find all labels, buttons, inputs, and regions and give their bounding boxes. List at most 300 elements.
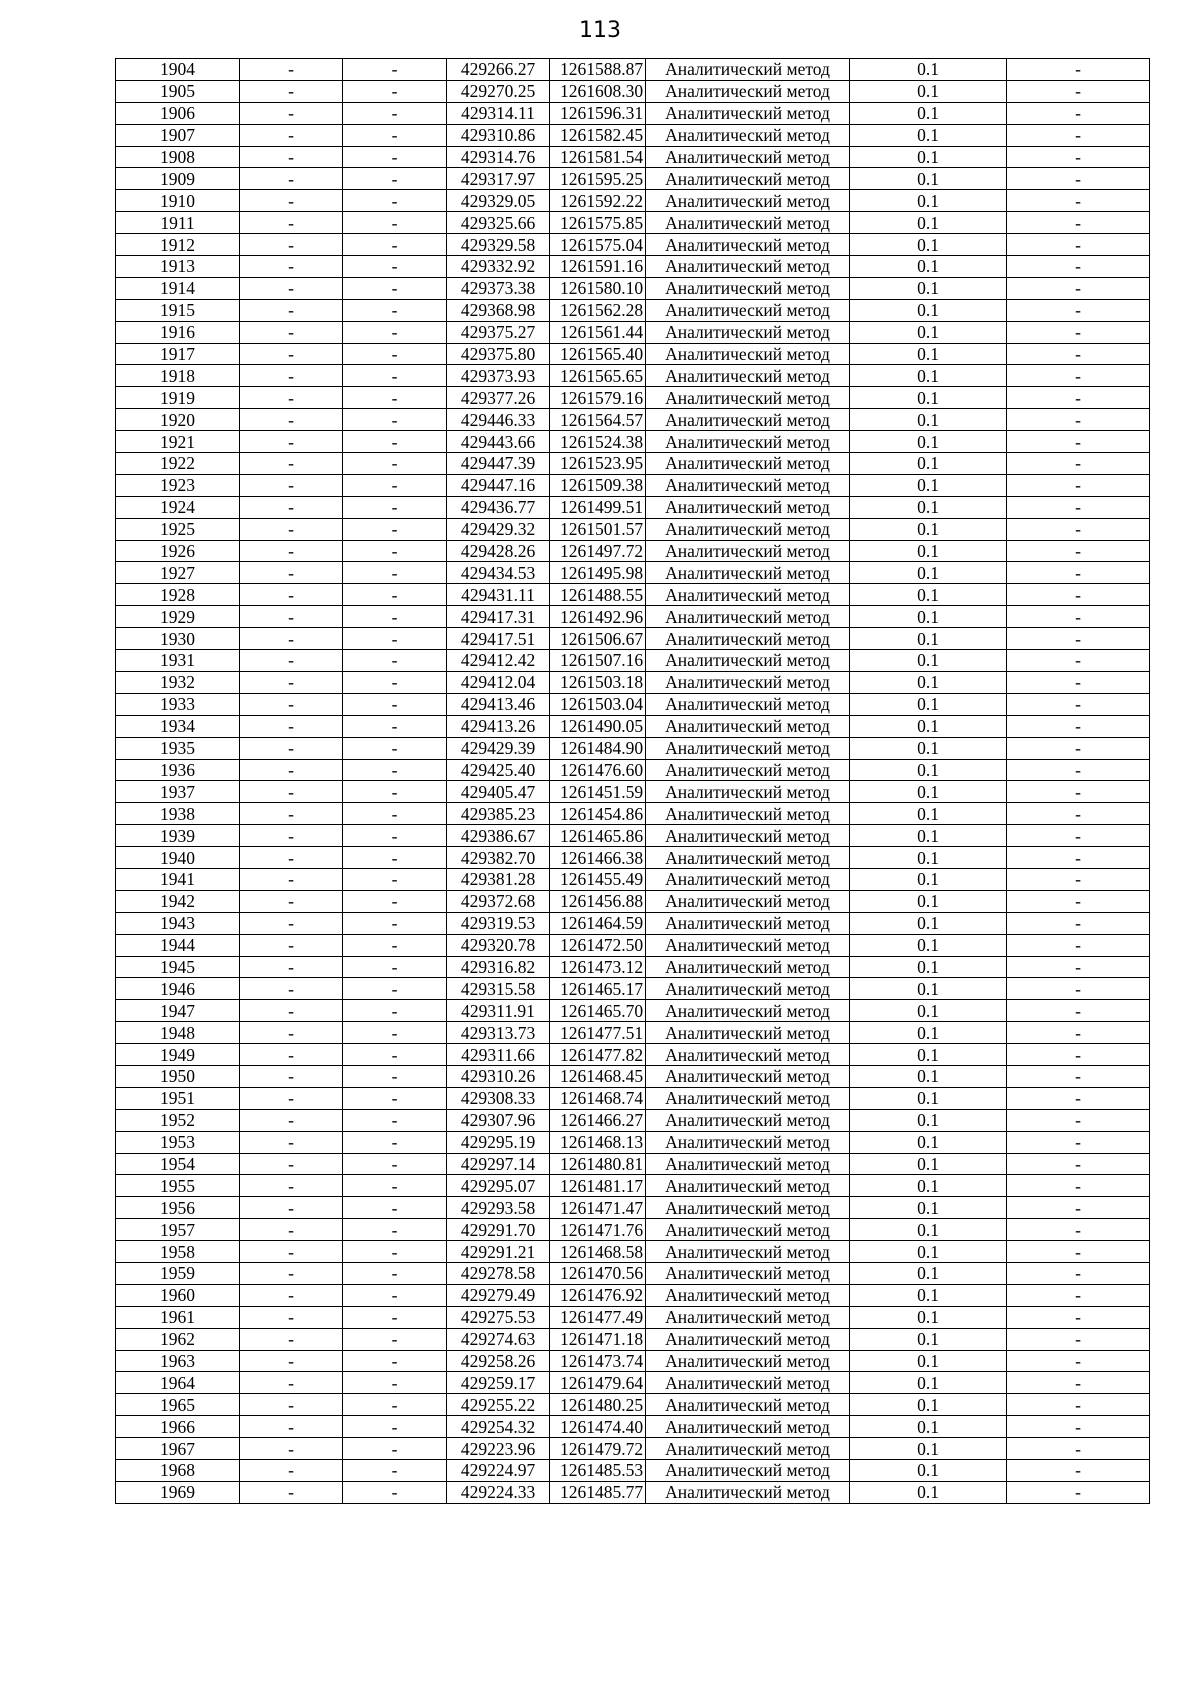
precision-cell: 0.1 [850, 628, 1007, 650]
point-number-cell: 1942 [116, 890, 240, 912]
table-row [116, 80, 1150, 102]
description-cell: - [1007, 1306, 1150, 1328]
col3-cell: - [343, 1241, 447, 1263]
method-cell: Аналитический метод [646, 628, 850, 650]
table-row [116, 365, 1150, 387]
description-cell: - [1007, 431, 1150, 453]
y-coordinate-cell: 1261562.28 [550, 299, 646, 321]
method-cell: Аналитический метод [646, 102, 850, 124]
table-row [116, 387, 1150, 409]
col3-cell: - [343, 715, 447, 737]
point-number-cell: 1904 [116, 59, 240, 81]
method-cell: Аналитический метод [646, 277, 850, 299]
col2-cell: - [240, 1350, 343, 1372]
col2-cell: - [240, 1087, 343, 1109]
col2-cell: - [240, 1241, 343, 1263]
point-number-cell: 1939 [116, 825, 240, 847]
col2-cell: - [240, 1044, 343, 1066]
description-cell: - [1007, 234, 1150, 256]
y-coordinate-cell: 1261454.86 [550, 803, 646, 825]
table-row [116, 343, 1150, 365]
precision-cell: 0.1 [850, 102, 1007, 124]
description-cell: - [1007, 606, 1150, 628]
y-coordinate-cell: 1261476.60 [550, 759, 646, 781]
y-coordinate-cell: 1261477.82 [550, 1044, 646, 1066]
x-coordinate-cell: 429425.40 [447, 759, 550, 781]
table-row [116, 431, 1150, 453]
col3-cell: - [343, 1372, 447, 1394]
description-cell: - [1007, 1350, 1150, 1372]
col3-cell: - [343, 1153, 447, 1175]
precision-cell: 0.1 [850, 299, 1007, 321]
precision-cell: 0.1 [850, 1438, 1007, 1460]
table-row [116, 606, 1150, 628]
table-row [116, 825, 1150, 847]
description-cell: - [1007, 847, 1150, 869]
precision-cell: 0.1 [850, 693, 1007, 715]
col3-cell: - [343, 737, 447, 759]
y-coordinate-cell: 1261465.86 [550, 825, 646, 847]
col2-cell: - [240, 343, 343, 365]
table-row [116, 1460, 1150, 1482]
point-number-cell: 1908 [116, 146, 240, 168]
col2-cell: - [240, 715, 343, 737]
col2-cell: - [240, 1022, 343, 1044]
col3-cell: - [343, 1416, 447, 1438]
col3-cell: - [343, 1394, 447, 1416]
description-cell: - [1007, 540, 1150, 562]
description-cell: - [1007, 1284, 1150, 1306]
y-coordinate-cell: 1261495.98 [550, 562, 646, 584]
col2-cell: - [240, 212, 343, 234]
x-coordinate-cell: 429373.38 [447, 277, 550, 299]
y-coordinate-cell: 1261456.88 [550, 890, 646, 912]
y-coordinate-cell: 1261490.05 [550, 715, 646, 737]
precision-cell: 0.1 [850, 1350, 1007, 1372]
x-coordinate-cell: 429329.58 [447, 234, 550, 256]
point-number-cell: 1933 [116, 693, 240, 715]
description-cell: - [1007, 1394, 1150, 1416]
description-cell: - [1007, 1262, 1150, 1284]
col3-cell: - [343, 256, 447, 278]
y-coordinate-cell: 1261564.57 [550, 409, 646, 431]
precision-cell: 0.1 [850, 365, 1007, 387]
col2-cell: - [240, 234, 343, 256]
col3-cell: - [343, 431, 447, 453]
y-coordinate-cell: 1261595.25 [550, 168, 646, 190]
description-cell: - [1007, 277, 1150, 299]
table-row [116, 146, 1150, 168]
precision-cell: 0.1 [850, 1153, 1007, 1175]
col3-cell: - [343, 474, 447, 496]
y-coordinate-cell: 1261488.55 [550, 584, 646, 606]
table-row [116, 277, 1150, 299]
x-coordinate-cell: 429429.39 [447, 737, 550, 759]
point-number-cell: 1921 [116, 431, 240, 453]
x-coordinate-cell: 429329.05 [447, 190, 550, 212]
col3-cell: - [343, 1350, 447, 1372]
x-coordinate-cell: 429443.66 [447, 431, 550, 453]
y-coordinate-cell: 1261473.12 [550, 956, 646, 978]
method-cell: Аналитический метод [646, 1372, 850, 1394]
method-cell: Аналитический метод [646, 540, 850, 562]
description-cell: - [1007, 343, 1150, 365]
description-cell: - [1007, 956, 1150, 978]
x-coordinate-cell: 429279.49 [447, 1284, 550, 1306]
method-cell: Аналитический метод [646, 934, 850, 956]
x-coordinate-cell: 429332.92 [447, 256, 550, 278]
y-coordinate-cell: 1261580.10 [550, 277, 646, 299]
point-number-cell: 1951 [116, 1087, 240, 1109]
x-coordinate-cell: 429291.70 [447, 1219, 550, 1241]
col2-cell: - [240, 102, 343, 124]
table-row [116, 628, 1150, 650]
precision-cell: 0.1 [850, 737, 1007, 759]
description-cell: - [1007, 365, 1150, 387]
point-number-cell: 1923 [116, 474, 240, 496]
precision-cell: 0.1 [850, 1175, 1007, 1197]
x-coordinate-cell: 429368.98 [447, 299, 550, 321]
point-number-cell: 1922 [116, 453, 240, 475]
description-cell: - [1007, 387, 1150, 409]
method-cell: Аналитический метод [646, 1109, 850, 1131]
y-coordinate-cell: 1261468.13 [550, 1131, 646, 1153]
table-row [116, 978, 1150, 1000]
col2-cell: - [240, 1175, 343, 1197]
method-cell: Аналитический метод [646, 584, 850, 606]
table-row [116, 1481, 1150, 1503]
col2-cell: - [240, 59, 343, 81]
table-row [116, 934, 1150, 956]
method-cell: Аналитический метод [646, 1306, 850, 1328]
y-coordinate-cell: 1261485.53 [550, 1460, 646, 1482]
x-coordinate-cell: 429428.26 [447, 540, 550, 562]
y-coordinate-cell: 1261565.65 [550, 365, 646, 387]
point-number-cell: 1920 [116, 409, 240, 431]
point-number-cell: 1946 [116, 978, 240, 1000]
point-number-cell: 1938 [116, 803, 240, 825]
precision-cell: 0.1 [850, 934, 1007, 956]
method-cell: Аналитический метод [646, 1262, 850, 1284]
precision-cell: 0.1 [850, 912, 1007, 934]
point-number-cell: 1943 [116, 912, 240, 934]
method-cell: Аналитический метод [646, 518, 850, 540]
y-coordinate-cell: 1261471.18 [550, 1328, 646, 1350]
description-cell: - [1007, 299, 1150, 321]
col2-cell: - [240, 1065, 343, 1087]
point-number-cell: 1916 [116, 321, 240, 343]
point-number-cell: 1935 [116, 737, 240, 759]
x-coordinate-cell: 429255.22 [447, 1394, 550, 1416]
precision-cell: 0.1 [850, 847, 1007, 869]
x-coordinate-cell: 429278.58 [447, 1262, 550, 1284]
method-cell: Аналитический метод [646, 496, 850, 518]
col3-cell: - [343, 1328, 447, 1350]
point-number-cell: 1965 [116, 1394, 240, 1416]
method-cell: Аналитический метод [646, 715, 850, 737]
point-number-cell: 1907 [116, 124, 240, 146]
method-cell: Аналитический метод [646, 912, 850, 934]
precision-cell: 0.1 [850, 1022, 1007, 1044]
y-coordinate-cell: 1261523.95 [550, 453, 646, 475]
point-number-cell: 1937 [116, 781, 240, 803]
y-coordinate-cell: 1261473.74 [550, 1350, 646, 1372]
x-coordinate-cell: 429293.58 [447, 1197, 550, 1219]
point-number-cell: 1947 [116, 1000, 240, 1022]
method-cell: Аналитический метод [646, 256, 850, 278]
method-cell: Аналитический метод [646, 847, 850, 869]
point-number-cell: 1928 [116, 584, 240, 606]
col2-cell: - [240, 431, 343, 453]
col3-cell: - [343, 584, 447, 606]
description-cell: - [1007, 1460, 1150, 1482]
y-coordinate-cell: 1261455.49 [550, 868, 646, 890]
point-number-cell: 1932 [116, 671, 240, 693]
col3-cell: - [343, 299, 447, 321]
point-number-cell: 1924 [116, 496, 240, 518]
col2-cell: - [240, 912, 343, 934]
coordinates-table [115, 58, 1150, 1504]
precision-cell: 0.1 [850, 1219, 1007, 1241]
col3-cell: - [343, 321, 447, 343]
col3-cell: - [343, 234, 447, 256]
table-row [116, 1087, 1150, 1109]
y-coordinate-cell: 1261479.72 [550, 1438, 646, 1460]
x-coordinate-cell: 429446.33 [447, 409, 550, 431]
description-cell: - [1007, 562, 1150, 584]
description-cell: - [1007, 715, 1150, 737]
description-cell: - [1007, 518, 1150, 540]
y-coordinate-cell: 1261479.64 [550, 1372, 646, 1394]
method-cell: Аналитический метод [646, 1175, 850, 1197]
y-coordinate-cell: 1261497.72 [550, 540, 646, 562]
x-coordinate-cell: 429313.73 [447, 1022, 550, 1044]
col2-cell: - [240, 781, 343, 803]
precision-cell: 0.1 [850, 1262, 1007, 1284]
y-coordinate-cell: 1261501.57 [550, 518, 646, 540]
method-cell: Аналитический метод [646, 890, 850, 912]
precision-cell: 0.1 [850, 168, 1007, 190]
description-cell: - [1007, 1109, 1150, 1131]
method-cell: Аналитический метод [646, 693, 850, 715]
description-cell: - [1007, 1481, 1150, 1503]
table-row [116, 540, 1150, 562]
x-coordinate-cell: 429447.16 [447, 474, 550, 496]
method-cell: Аналитический метод [646, 1394, 850, 1416]
method-cell: Аналитический метод [646, 737, 850, 759]
x-coordinate-cell: 429308.33 [447, 1087, 550, 1109]
col2-cell: - [240, 540, 343, 562]
col3-cell: - [343, 868, 447, 890]
precision-cell: 0.1 [850, 496, 1007, 518]
point-number-cell: 1917 [116, 343, 240, 365]
y-coordinate-cell: 1261477.49 [550, 1306, 646, 1328]
table-row [116, 190, 1150, 212]
col2-cell: - [240, 1131, 343, 1153]
col2-cell: - [240, 321, 343, 343]
point-number-cell: 1906 [116, 102, 240, 124]
description-cell: - [1007, 453, 1150, 475]
precision-cell: 0.1 [850, 518, 1007, 540]
y-coordinate-cell: 1261524.38 [550, 431, 646, 453]
method-cell: Аналитический метод [646, 1219, 850, 1241]
x-coordinate-cell: 429377.26 [447, 387, 550, 409]
col3-cell: - [343, 628, 447, 650]
table-row [116, 737, 1150, 759]
point-number-cell: 1961 [116, 1306, 240, 1328]
precision-cell: 0.1 [850, 1109, 1007, 1131]
col2-cell: - [240, 890, 343, 912]
y-coordinate-cell: 1261472.50 [550, 934, 646, 956]
description-cell: - [1007, 124, 1150, 146]
precision-cell: 0.1 [850, 1131, 1007, 1153]
col2-cell: - [240, 365, 343, 387]
y-coordinate-cell: 1261591.16 [550, 256, 646, 278]
table-row [116, 1175, 1150, 1197]
description-cell: - [1007, 1153, 1150, 1175]
precision-cell: 0.1 [850, 234, 1007, 256]
col3-cell: - [343, 496, 447, 518]
precision-cell: 0.1 [850, 584, 1007, 606]
col3-cell: - [343, 1000, 447, 1022]
precision-cell: 0.1 [850, 759, 1007, 781]
col3-cell: - [343, 1131, 447, 1153]
col2-cell: - [240, 1481, 343, 1503]
method-cell: Аналитический метод [646, 671, 850, 693]
col2-cell: - [240, 1153, 343, 1175]
precision-cell: 0.1 [850, 868, 1007, 890]
method-cell: Аналитический метод [646, 1022, 850, 1044]
col3-cell: - [343, 1460, 447, 1482]
x-coordinate-cell: 429405.47 [447, 781, 550, 803]
method-cell: Аналитический метод [646, 1460, 850, 1482]
col2-cell: - [240, 124, 343, 146]
col2-cell: - [240, 650, 343, 672]
method-cell: Аналитический метод [646, 1131, 850, 1153]
col2-cell: - [240, 934, 343, 956]
x-coordinate-cell: 429259.17 [447, 1372, 550, 1394]
precision-cell: 0.1 [850, 606, 1007, 628]
method-cell: Аналитический метод [646, 365, 850, 387]
table-row [116, 671, 1150, 693]
method-cell: Аналитический метод [646, 124, 850, 146]
method-cell: Аналитический метод [646, 59, 850, 81]
col2-cell: - [240, 1000, 343, 1022]
table-row [116, 562, 1150, 584]
y-coordinate-cell: 1261503.04 [550, 693, 646, 715]
description-cell: - [1007, 912, 1150, 934]
description-cell: - [1007, 628, 1150, 650]
precision-cell: 0.1 [850, 1087, 1007, 1109]
y-coordinate-cell: 1261481.17 [550, 1175, 646, 1197]
col3-cell: - [343, 453, 447, 475]
y-coordinate-cell: 1261575.85 [550, 212, 646, 234]
y-coordinate-cell: 1261506.67 [550, 628, 646, 650]
y-coordinate-cell: 1261465.70 [550, 1000, 646, 1022]
col3-cell: - [343, 212, 447, 234]
description-cell: - [1007, 1328, 1150, 1350]
description-cell: - [1007, 1438, 1150, 1460]
description-cell: - [1007, 890, 1150, 912]
table-row [116, 1000, 1150, 1022]
table-body [116, 59, 1150, 1504]
method-cell: Аналитический метод [646, 868, 850, 890]
description-cell: - [1007, 781, 1150, 803]
precision-cell: 0.1 [850, 59, 1007, 81]
x-coordinate-cell: 429429.32 [447, 518, 550, 540]
x-coordinate-cell: 429266.27 [447, 59, 550, 81]
y-coordinate-cell: 1261476.92 [550, 1284, 646, 1306]
description-cell: - [1007, 1044, 1150, 1066]
method-cell: Аналитический метод [646, 299, 850, 321]
point-number-cell: 1944 [116, 934, 240, 956]
col2-cell: - [240, 146, 343, 168]
method-cell: Аналитический метод [646, 759, 850, 781]
col3-cell: - [343, 168, 447, 190]
col3-cell: - [343, 365, 447, 387]
x-coordinate-cell: 429382.70 [447, 847, 550, 869]
point-number-cell: 1905 [116, 80, 240, 102]
x-coordinate-cell: 429224.33 [447, 1481, 550, 1503]
col3-cell: - [343, 1219, 447, 1241]
precision-cell: 0.1 [850, 190, 1007, 212]
col2-cell: - [240, 168, 343, 190]
precision-cell: 0.1 [850, 781, 1007, 803]
x-coordinate-cell: 429310.26 [447, 1065, 550, 1087]
method-cell: Аналитический метод [646, 1328, 850, 1350]
method-cell: Аналитический метод [646, 212, 850, 234]
col2-cell: - [240, 1109, 343, 1131]
col2-cell: - [240, 1197, 343, 1219]
table-row [116, 1328, 1150, 1350]
col3-cell: - [343, 277, 447, 299]
col3-cell: - [343, 890, 447, 912]
method-cell: Аналитический метод [646, 234, 850, 256]
x-coordinate-cell: 429412.42 [447, 650, 550, 672]
table-row [116, 1372, 1150, 1394]
method-cell: Аналитический метод [646, 1438, 850, 1460]
x-coordinate-cell: 429436.77 [447, 496, 550, 518]
col3-cell: - [343, 80, 447, 102]
x-coordinate-cell: 429431.11 [447, 584, 550, 606]
method-cell: Аналитический метод [646, 80, 850, 102]
y-coordinate-cell: 1261561.44 [550, 321, 646, 343]
table-row [116, 1350, 1150, 1372]
y-coordinate-cell: 1261596.31 [550, 102, 646, 124]
y-coordinate-cell: 1261468.58 [550, 1241, 646, 1263]
table-row [116, 847, 1150, 869]
method-cell: Аналитический метод [646, 1416, 850, 1438]
method-cell: Аналитический метод [646, 1000, 850, 1022]
x-coordinate-cell: 429307.96 [447, 1109, 550, 1131]
table-row [116, 715, 1150, 737]
col3-cell: - [343, 1262, 447, 1284]
table-row [116, 168, 1150, 190]
table-row [116, 1219, 1150, 1241]
table-row [116, 1394, 1150, 1416]
x-coordinate-cell: 429317.97 [447, 168, 550, 190]
point-number-cell: 1929 [116, 606, 240, 628]
point-number-cell: 1955 [116, 1175, 240, 1197]
precision-cell: 0.1 [850, 890, 1007, 912]
col3-cell: - [343, 146, 447, 168]
precision-cell: 0.1 [850, 474, 1007, 496]
x-coordinate-cell: 429310.86 [447, 124, 550, 146]
description-cell: - [1007, 1197, 1150, 1219]
method-cell: Аналитический метод [646, 978, 850, 1000]
point-number-cell: 1960 [116, 1284, 240, 1306]
method-cell: Аналитический метод [646, 146, 850, 168]
